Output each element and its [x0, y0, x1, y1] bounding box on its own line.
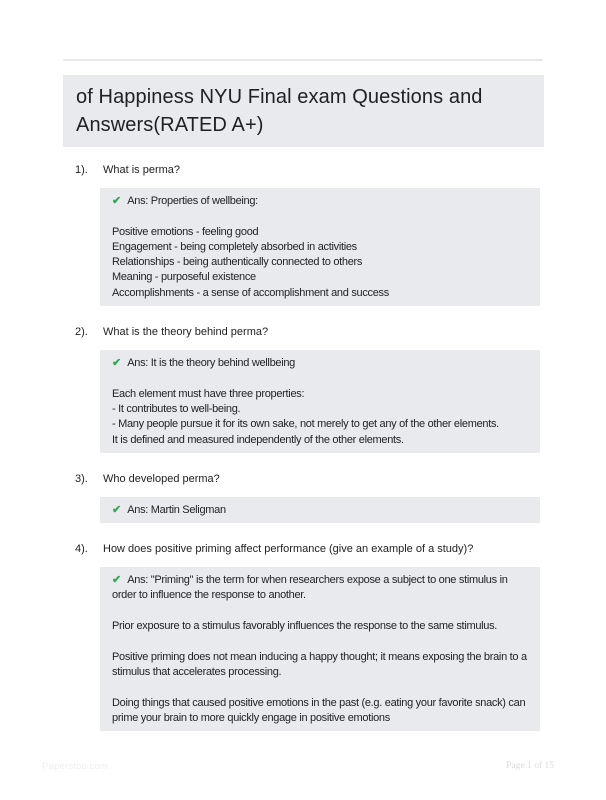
answer-paragraph: [112, 619, 528, 634]
page-title: of Happiness NYU Final exam Questions and Answers(RATED A+): [76, 86, 483, 136]
answer-line: Engagement - being completely absorbed in activities: [112, 240, 357, 253]
answer-line: Positive priming does not mean inducing a happy thought; it means exposing the brain to a stimulus that accelerates processing.: [112, 650, 527, 678]
check-icon: ✔: [112, 574, 122, 587]
question-text: What is perma?: [103, 164, 181, 176]
answer-paragraph: [112, 503, 528, 518]
answer-line: ✔ Ans: Martin Seligman: [112, 503, 226, 516]
answer-paragraph: [112, 387, 528, 448]
answer-line: Accomplishments - a sense of accomplishment and success: [112, 286, 389, 299]
answer-line: It is defined and measured independently of the other elements.: [112, 433, 404, 446]
qa-item: [0, 542, 606, 731]
answer-paragraph: [112, 650, 528, 681]
check-icon: ✔: [112, 357, 122, 370]
answer-paragraph: [112, 356, 528, 371]
answer-line: - Many people pursue it for its own sake, not merely to get any of the other elements.: [112, 418, 499, 431]
answer-box: [100, 350, 540, 453]
answer-line: Prior exposure to a stimulus favorably influences the response to the same stimulus.: [112, 620, 498, 633]
answer-line: Relationships - being authentically connected to others: [112, 256, 363, 269]
question-number: 3).: [75, 472, 88, 485]
answer-box: [100, 188, 540, 306]
qa-item: [0, 163, 606, 306]
answer-line: - It contributes to well-being.: [112, 402, 241, 415]
question-row: [0, 163, 606, 178]
check-icon: ✔: [112, 195, 122, 207]
answer-box: [100, 497, 540, 523]
question-text: What is the theory behind perma?: [103, 326, 269, 339]
qa-list: [0, 163, 606, 750]
answer-box: [100, 567, 540, 731]
question-text: Who developed perma?: [103, 472, 220, 485]
watermark: Paperstoc.com: [42, 761, 108, 772]
answer-line: Doing things that caused positive emotions in the past (e.g. eating your favorite snack) can prime your brain to more quickly engage in positive emotions: [112, 696, 526, 724]
question-text: How does positive priming affect performance (give an example of a study)?: [103, 543, 474, 556]
qa-item: [0, 472, 606, 523]
answer-paragraph: [112, 696, 528, 727]
page-number: Page 1 of 15: [506, 761, 554, 771]
title-box: [63, 75, 544, 147]
answer-paragraph: [112, 573, 528, 604]
question-number: 2).: [75, 326, 88, 339]
question-row: [0, 325, 606, 340]
check-icon: ✔: [112, 503, 122, 516]
answer-line: Each element must have three properties:: [112, 387, 305, 400]
question-number: 1).: [75, 164, 88, 176]
question-number: 4).: [75, 543, 88, 556]
top-divider: [63, 59, 543, 61]
question-row: [0, 472, 606, 487]
answer-paragraph: [112, 225, 528, 301]
answer-line: ✔ Ans: "Priming" is the term for when researchers expose a subject to one stimulus in order to influence the response to another.: [112, 574, 508, 602]
answer-line: Meaning - purposeful existence: [112, 271, 256, 284]
answer-paragraph: [112, 194, 528, 209]
answer-line: ✔ Ans: Properties of wellbeing:: [112, 195, 258, 207]
qa-item: [0, 325, 606, 453]
answer-line: ✔ Ans: It is the theory behind wellbeing: [112, 357, 295, 370]
question-row: [0, 542, 606, 557]
answer-line: Positive emotions - feeling good: [112, 225, 259, 238]
